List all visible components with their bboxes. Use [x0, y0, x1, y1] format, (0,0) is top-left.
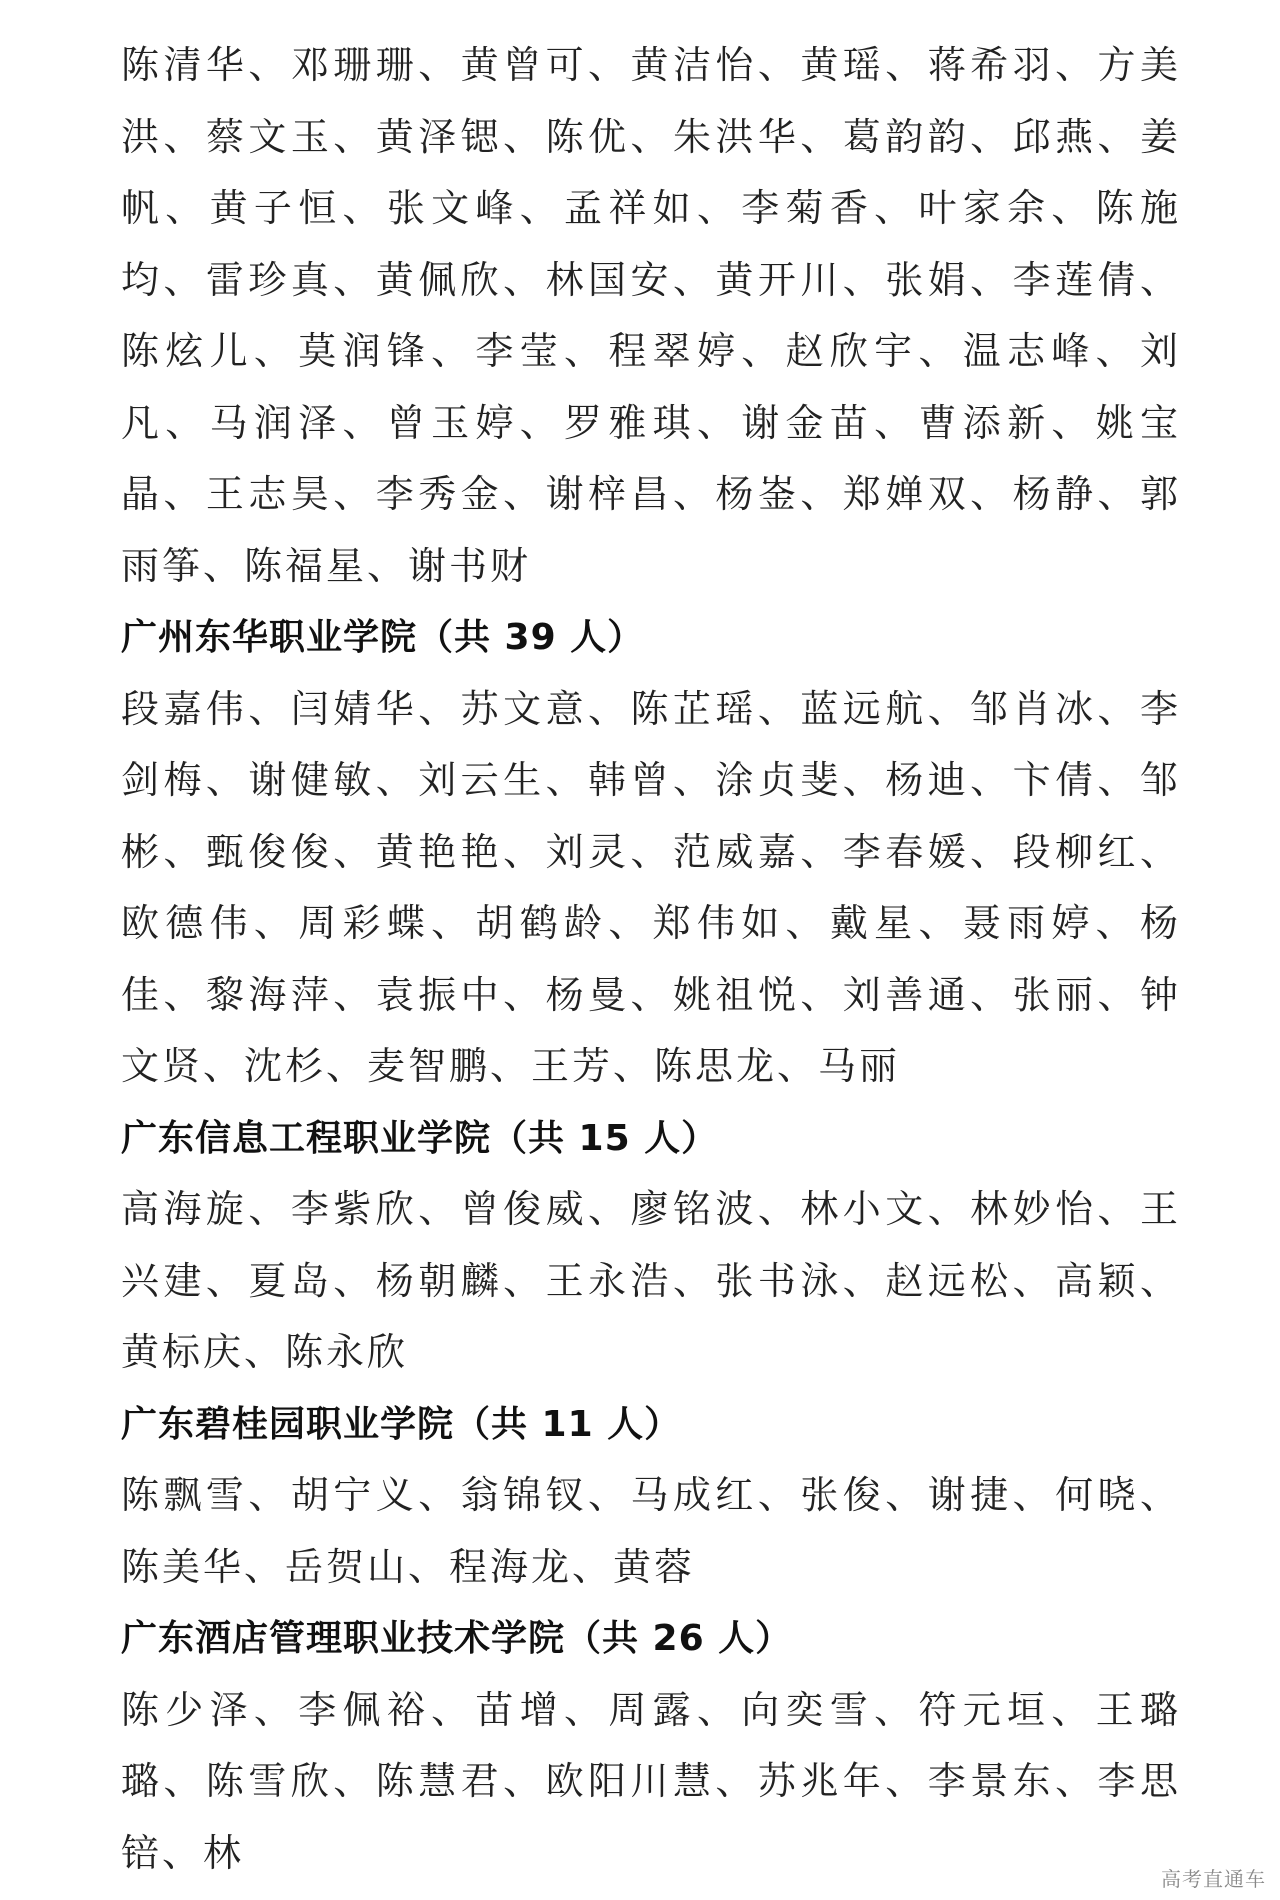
name-list-biguiyuan: 陈飘雪、胡宁义、翁锦钗、马成红、张俊、谢捷、何晓、陈美华、岳贺山、程海龙、黄蓉 [121, 1473, 1181, 1589]
name-list-xinxi: 高海旋、李紫欣、曾俊威、廖铭波、林小文、林妙怡、王兴建、夏岛、杨朝麟、王永浩、张书泳、赵远松、高颖、黄标庆、陈永欣 [121, 1187, 1181, 1374]
document-content [121, 30, 1181, 1889]
name-list-jiudian: 陈少泽、李佩裕、苗增、周露、向奕雪、符元垣、王璐璐、陈雪欣、陈慧君、欧阳川慧、苏兆年、李景东、李思锫、林 [121, 1687, 1181, 1875]
section-heading-donghua: 广州东华职业学院（共 39 人） [121, 617, 645, 658]
section-heading-jiudian: 广东酒店管理职业技术学院（共 26 人） [121, 1618, 793, 1659]
section-heading-biguiyuan: 广东碧桂园职业学院（共 11 人） [121, 1403, 682, 1445]
name-list-donghua: 段嘉伟、闫婧华、苏文意、陈芷瑶、蓝远航、邹肖冰、李剑梅、谢健敏、刘云生、韩曾、涂贞斐、杨迪、卞倩、邹彬、甄俊俊、黄艳艳、刘灵、范威嘉、李春媛、段柳红、欧德伟、周彩蝶、胡鹤龄、郑伟如、戴星、聂雨婷、杨佳、黎海萍、袁振中、杨曼、姚祖悦、刘善通、张丽、钟文贤、沈杉、麦智鹏、王芳、陈思龙、马丽 [121, 686, 1181, 1088]
section-heading-xinxi: 广东信息工程职业学院（共 15 人） [121, 1117, 719, 1159]
name-list-continued: 陈清华、邓珊珊、黄曾可、黄洁怡、黄瑶、蒋希羽、方美洪、蔡文玉、黄泽锶、陈优、朱洪华、葛韵韵、邱燕、姜帆、黄子恒、张文峰、孟祥如、李菊香、叶家余、陈施均、雷珍真、黄佩欣、林国安、黄开川、张娟、李莲倩、陈炫儿、莫润锋、李莹、程翠婷、赵欣宇、温志峰、刘凡、马润泽、曾玉婷、罗雅琪、谢金苗、曹添新、姚宝晶、王志昊、李秀金、谢梓昌、杨崟、郑婵双、杨静、郭雨筝、陈福星、谢书财 [121, 43, 1181, 588]
watermark-text: 高考直通车 [1161, 1867, 1266, 1891]
